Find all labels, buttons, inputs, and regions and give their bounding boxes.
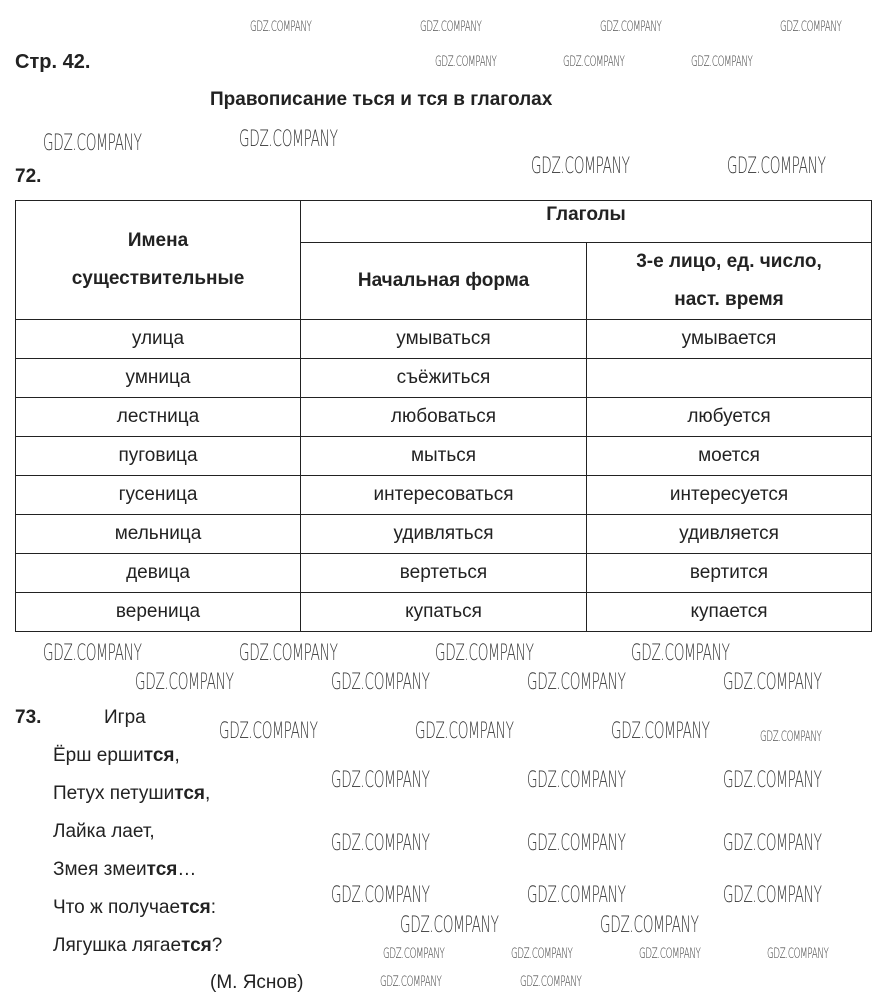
watermark: GDZ.COMPANY: [43, 131, 142, 156]
cell: мельница: [16, 515, 301, 554]
poem-line: Лягушка лягается?: [53, 935, 223, 956]
cell: купаться: [301, 593, 587, 632]
watermark: GDZ.COMPANY: [723, 831, 822, 856]
watermark: GDZ.COMPANY: [527, 883, 626, 908]
watermark: GDZ.COMPANY: [331, 768, 430, 793]
cell: пуговица: [16, 437, 301, 476]
watermark: GDZ.COMPANY: [527, 670, 626, 695]
cell: [587, 359, 872, 398]
poem-line: Петух петушится,: [53, 783, 211, 804]
cell: моется: [587, 437, 872, 476]
table-row: [16, 554, 872, 593]
watermark: GDZ.COMPANY: [723, 883, 822, 908]
page-label: Стр. 42.: [15, 51, 91, 73]
watermark: GDZ.COMPANY: [631, 641, 730, 666]
cell: купается: [587, 593, 872, 632]
cell: гусеница: [16, 476, 301, 515]
poem-line: Что ж получается:: [53, 897, 217, 918]
poem-line: Лайка лает,: [53, 821, 155, 842]
watermark: GDZ.COMPANY: [780, 19, 842, 35]
header-nouns: Имена существительные: [16, 201, 301, 320]
watermark: GDZ.COMPANY: [400, 913, 499, 938]
cell: мыться: [301, 437, 587, 476]
exercise-72-table: [15, 200, 872, 632]
table-row: [16, 476, 872, 515]
watermark: GDZ.COMPANY: [383, 946, 445, 962]
watermark: GDZ.COMPANY: [600, 913, 699, 938]
watermark: GDZ.COMPANY: [331, 883, 430, 908]
cell: интересуется: [587, 476, 872, 515]
header-verbs: Глаголы: [301, 201, 872, 243]
watermark: GDZ.COMPANY: [520, 974, 582, 990]
cell: лестница: [16, 398, 301, 437]
table-row: [16, 320, 872, 359]
cell: улица: [16, 320, 301, 359]
watermark: GDZ.COMPANY: [239, 127, 338, 152]
watermark: GDZ.COMPANY: [723, 768, 822, 793]
header-infinitive: Начальная форма: [301, 243, 587, 320]
exercise-73-number: 73.: [15, 707, 42, 728]
cell: умывается: [587, 320, 872, 359]
watermark: GDZ.COMPANY: [723, 670, 822, 695]
watermark: GDZ.COMPANY: [219, 719, 318, 744]
watermark: GDZ.COMPANY: [600, 19, 662, 35]
watermark: GDZ.COMPANY: [435, 641, 534, 666]
watermark: GDZ.COMPANY: [43, 641, 142, 666]
cell: удивляться: [301, 515, 587, 554]
watermark: GDZ.COMPANY: [760, 729, 822, 745]
watermark: GDZ.COMPANY: [250, 19, 312, 35]
poem-author: (М. Яснов): [210, 972, 304, 993]
watermark: GDZ.COMPANY: [611, 719, 710, 744]
watermark: GDZ.COMPANY: [415, 719, 514, 744]
cell: съёжиться: [301, 359, 587, 398]
cell: любоваться: [301, 398, 587, 437]
cell: умываться: [301, 320, 587, 359]
cell: удивляется: [587, 515, 872, 554]
page-title: Правописание ться и тся в глаголах: [210, 89, 553, 110]
cell: любуется: [587, 398, 872, 437]
cell: умница: [16, 359, 301, 398]
watermark: GDZ.COMPANY: [727, 154, 826, 179]
poem-title: Игра: [104, 707, 146, 728]
watermark: GDZ.COMPANY: [527, 831, 626, 856]
poem-line: Ёрш ершится,: [53, 745, 180, 766]
table-row: [16, 398, 872, 437]
watermark: GDZ.COMPANY: [331, 670, 430, 695]
watermark: GDZ.COMPANY: [531, 154, 630, 179]
watermark: GDZ.COMPANY: [639, 946, 701, 962]
table-row: [16, 593, 872, 632]
cell: интересоваться: [301, 476, 587, 515]
watermark: GDZ.COMPANY: [239, 641, 338, 666]
table-row: [16, 359, 872, 398]
watermark: GDZ.COMPANY: [380, 974, 442, 990]
watermark: GDZ.COMPANY: [691, 54, 753, 70]
exercise-72-number: 72.: [15, 166, 42, 187]
cell: девица: [16, 554, 301, 593]
watermark: GDZ.COMPANY: [135, 670, 234, 695]
watermark: GDZ.COMPANY: [767, 946, 829, 962]
watermark: GDZ.COMPANY: [511, 946, 573, 962]
watermark: GDZ.COMPANY: [331, 831, 430, 856]
watermark: GDZ.COMPANY: [420, 19, 482, 35]
table-row: [16, 437, 872, 476]
cell: вертится: [587, 554, 872, 593]
cell: вертеться: [301, 554, 587, 593]
table-row: [16, 515, 872, 554]
watermark: GDZ.COMPANY: [527, 768, 626, 793]
watermark: GDZ.COMPANY: [435, 54, 497, 70]
header-third-person: 3-е лицо, ед. число, наст. время: [587, 243, 872, 320]
cell: вереница: [16, 593, 301, 632]
watermark: GDZ.COMPANY: [563, 54, 625, 70]
poem-line: Змея змеится…: [53, 859, 197, 880]
